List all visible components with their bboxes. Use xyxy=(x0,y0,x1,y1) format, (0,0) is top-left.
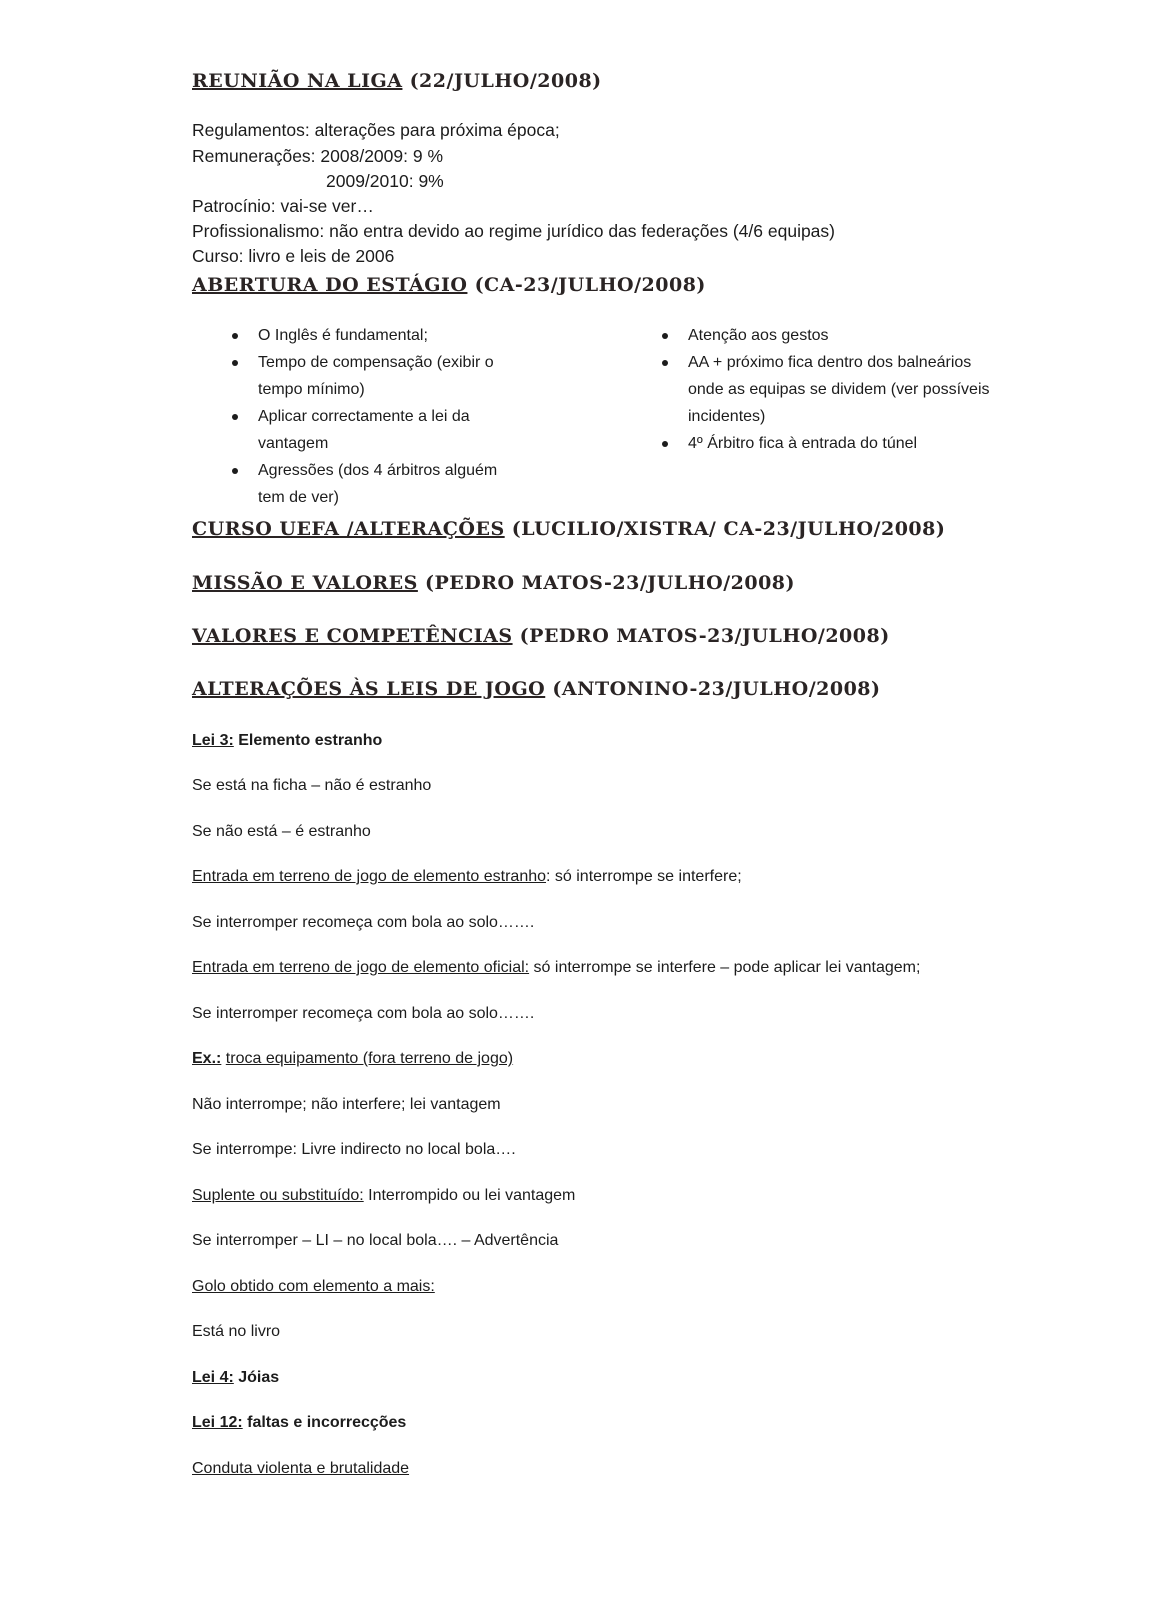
bullet-list-right xyxy=(658,322,998,457)
line-suplente xyxy=(192,1187,575,1205)
heading-abertura-date: (CA-23/JULHO/2008) xyxy=(467,274,706,296)
entrada-oficial-text: só interrompe se interfere – pode aplicar lei vantagem; xyxy=(529,959,921,976)
line-recomeca-2: Se interromper recomeça com bola ao solo……. xyxy=(192,1005,535,1022)
line-remuneracoes: Remunerações: 2008/2009: 9 % xyxy=(192,146,443,166)
lei-3-label: Lei 3: xyxy=(192,732,234,749)
line-entrada-estranho xyxy=(192,868,742,886)
heading-alteracoes-label: ALTERAÇÕES ÀS LEIS DE JOGO xyxy=(192,678,546,700)
line-exemplo xyxy=(192,1050,513,1068)
line-profissionalismo: Profissionalismo: não entra devido ao regime jurídico das federações (4/6 equipas) xyxy=(192,221,835,241)
bullet-item: O Inglês é fundamental; xyxy=(228,322,528,349)
entrada-estranho-text: : só interrompe se interfere; xyxy=(546,868,742,885)
heading-missao-detail: (PEDRO MATOS-23/JULHO/2008) xyxy=(417,572,796,594)
line-patrocinio: Patrocínio: vai-se ver… xyxy=(192,196,374,216)
suplente-label: Suplente ou substituído: xyxy=(192,1187,364,1204)
line-remuneracoes-2: 2009/2010: 9% xyxy=(326,171,444,191)
line-conduta: Conduta violenta e brutalidade xyxy=(192,1460,410,1477)
heading-alteracoes-leis xyxy=(192,678,881,700)
heading-missao-label: MISSÃO E VALORES xyxy=(192,572,418,594)
lei-4-title: Jóias xyxy=(233,1369,280,1386)
bullet-item: Atenção aos gestos xyxy=(658,322,998,349)
lei-4-heading xyxy=(192,1369,279,1387)
suplente-text: Interrompido ou lei vantagem xyxy=(363,1187,576,1204)
line-se-interrompe: Se interrompe: Livre indirecto no local bola…. xyxy=(192,1141,516,1158)
entrada-estranho-label: Entrada em terreno de jogo de elemento estranho xyxy=(192,868,547,885)
line-se-interromper-li: Se interromper – LI – no local bola…. – Advertência xyxy=(192,1232,559,1249)
lei-3-heading xyxy=(192,732,382,750)
heading-valores-detail: (PEDRO MATOS-23/JULHO/2008) xyxy=(512,625,890,647)
heading-curso-uefa xyxy=(192,518,945,540)
line-golo: Golo obtido com elemento a mais: xyxy=(192,1278,435,1295)
heading-reuniao-label: REUNIÃO NA LIGA xyxy=(192,70,403,92)
lei-3-title: Elemento estranho xyxy=(233,732,383,749)
line-regulamentos: Regulamentos: alterações para próxima época; xyxy=(192,120,560,140)
heading-alteracoes-detail: (ANTONINO-23/JULHO/2008) xyxy=(545,678,881,700)
heading-missao-valores xyxy=(192,572,795,594)
exemplo-text: troca equipamento (fora terreno de jogo) xyxy=(225,1050,514,1067)
line-ficha: Se está na ficha – não é estranho xyxy=(192,777,432,794)
bullet-item: AA + próximo fica dentro dos balneários onde as equipas se dividem (ver possíveis incidentes) xyxy=(658,349,998,430)
heading-curso-uefa-label: CURSO UEFA /ALTERAÇÕES xyxy=(192,518,505,540)
line-curso: Curso: livro e leis de 2006 xyxy=(192,246,395,266)
lei-4-label: Lei 4: xyxy=(192,1369,234,1386)
lei-12-heading xyxy=(192,1414,406,1432)
heading-reuniao-liga xyxy=(192,70,602,92)
heading-abertura-label: ABERTURA DO ESTÁGIO xyxy=(192,274,468,296)
heading-reuniao-date: (22/JULHO/2008) xyxy=(402,70,602,92)
bullet-item: Aplicar correctamente a lei da vantagem xyxy=(228,403,528,457)
line-nao-interrompe: Não interrompe; não interfere; lei vantagem xyxy=(192,1096,501,1113)
heading-valores-competencias xyxy=(192,625,890,647)
bullet-item: Tempo de compensação (exibir o tempo mínimo) xyxy=(228,349,528,403)
lei-12-label: Lei 12: xyxy=(192,1414,243,1431)
line-nao-esta: Se não está – é estranho xyxy=(192,823,371,840)
heading-valores-label: VALORES E COMPETÊNCIAS xyxy=(192,625,513,647)
bullet-list-left xyxy=(228,322,528,511)
exemplo-label: Ex.: xyxy=(192,1050,222,1067)
bullet-item: 4º Árbitro fica à entrada do túnel xyxy=(658,430,998,457)
bullet-item: Agressões (dos 4 árbitros alguém tem de ver) xyxy=(228,457,528,511)
heading-abertura-estagio xyxy=(192,274,706,296)
line-recomeca-1: Se interromper recomeça com bola ao solo……. xyxy=(192,914,535,931)
lei-12-title: faltas e incorrecções xyxy=(242,1414,407,1431)
line-entrada-oficial xyxy=(192,959,920,977)
entrada-oficial-label: Entrada em terreno de jogo de elemento oficial: xyxy=(192,959,530,976)
heading-curso-uefa-detail: (LUCILIO/XISTRA/ CA-23/JULHO/2008) xyxy=(504,518,946,540)
line-livro: Está no livro xyxy=(192,1323,281,1340)
